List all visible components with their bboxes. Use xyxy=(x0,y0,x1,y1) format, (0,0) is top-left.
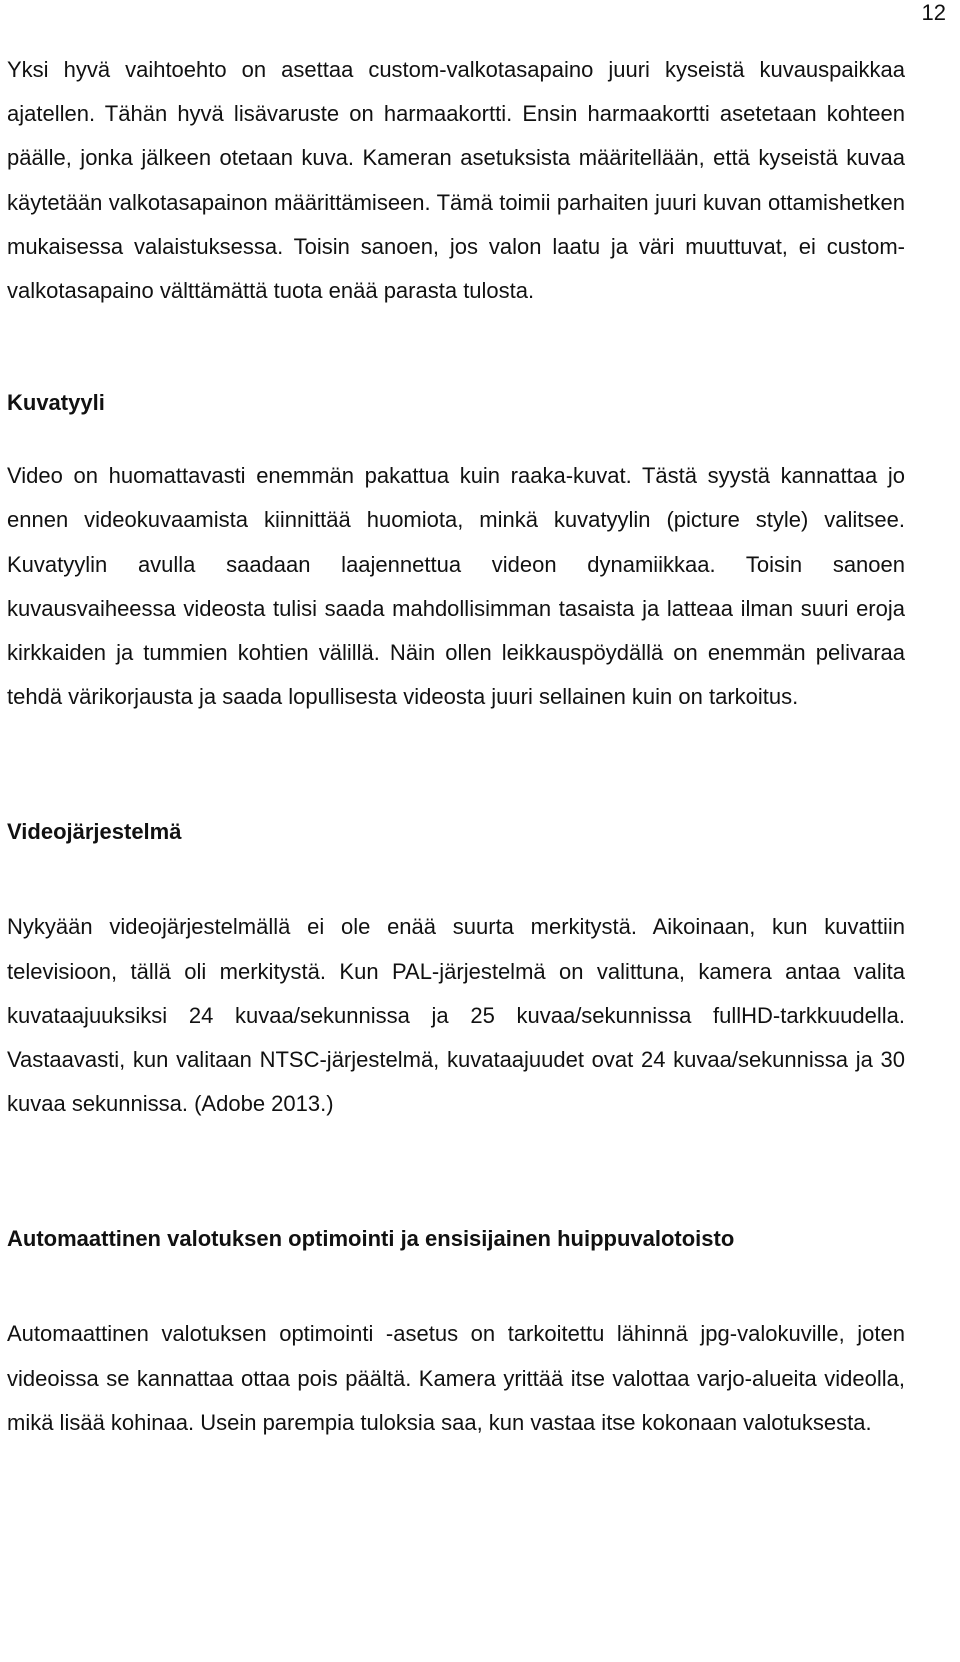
paragraph-video-system: Nykyään videojärjestelmällä ei ole enää suurta merkitystä. Aikoinaan, kun kuvattiin televisioon, tällä oli merkitystä. Kun PAL-järjestelmä on valittuna, kamera antaa valita kuvataajuuksiksi 24 kuvaa/sekunnissa ja 25 kuvaa/sekunnissa fullHD-tarkkuudella. Vastaavasti, kun valitaan NTSC-järjestelmä, kuvataajuudet ovat 24 kuvaa/sekunnissa ja 30 kuvaa sekunnissa. (Adobe 2013.) xyxy=(7,914,905,1117)
heading-picture-style: Kuvatyyli xyxy=(7,390,105,416)
paragraph-picture-style: Video on huomattavasti enemmän pakattua kuin raaka-kuvat. Tästä syystä kannattaa jo ennen videokuvaamista kiinnittää huomiota, minkä kuvatyylin (picture style) valitsee. Kuvatyylin avulla saadaan laajennettua videon dynamiikkaa. Toisin sanoen kuvausvaiheessa videosta tulisi saada mahdollisimman tasaista ja latteaa ilman suuri eroja kirkkaiden ja tummien kohtien välillä. Näin ollen leikkauspöydällä on enemmän pelivaraa tehdä värikorjausta ja saada lopullisesta videosta juuri sellainen kuin on tarkoitus. xyxy=(7,463,905,710)
page-number: 12 xyxy=(921,0,946,25)
paragraph-white-balance: Yksi hyvä vaihtoehto on asettaa custom-valkotasapaino juuri kyseistä kuvauspaikkaa ajatellen. Tähän hyvä lisävaruste on harmaakortti. Ensin harmaakortti asetetaan kohteen päälle, jonka jälkeen otetaan kuva. Kameran asetuksista määritellään, että kyseistä kuvaa käytetään valkotasapainon määrittämiseen. Tämä toimii parhaiten juuri kuvan ottamishetken mukaisessa valaistuksessa. Toisin sanoen, jos valon laatu ja väri muuttuvat, ei custom-valkotasapaino välttämättä tuota enää parasta tulosta. xyxy=(7,57,905,304)
paragraph-auto-lighting-optimizer: Automaattinen valotuksen optimointi -asetus on tarkoitettu lähinnä jpg-valokuville, joten videoissa se kannattaa ottaa pois päältä. Kamera yrittää itse valottaa varjo-alueita videolla, mikä lisää kohinaa. Usein parempia tuloksia saa, kun vastaa itse kokonaan valotuksesta. xyxy=(7,1321,905,1435)
document-body xyxy=(7,48,905,1445)
heading-auto-lighting-optimizer: Automaattinen valotuksen optimointi ja ensisijainen huippuvalotoisto xyxy=(7,1226,735,1252)
heading-video-system: Videojärjestelmä xyxy=(7,819,182,845)
